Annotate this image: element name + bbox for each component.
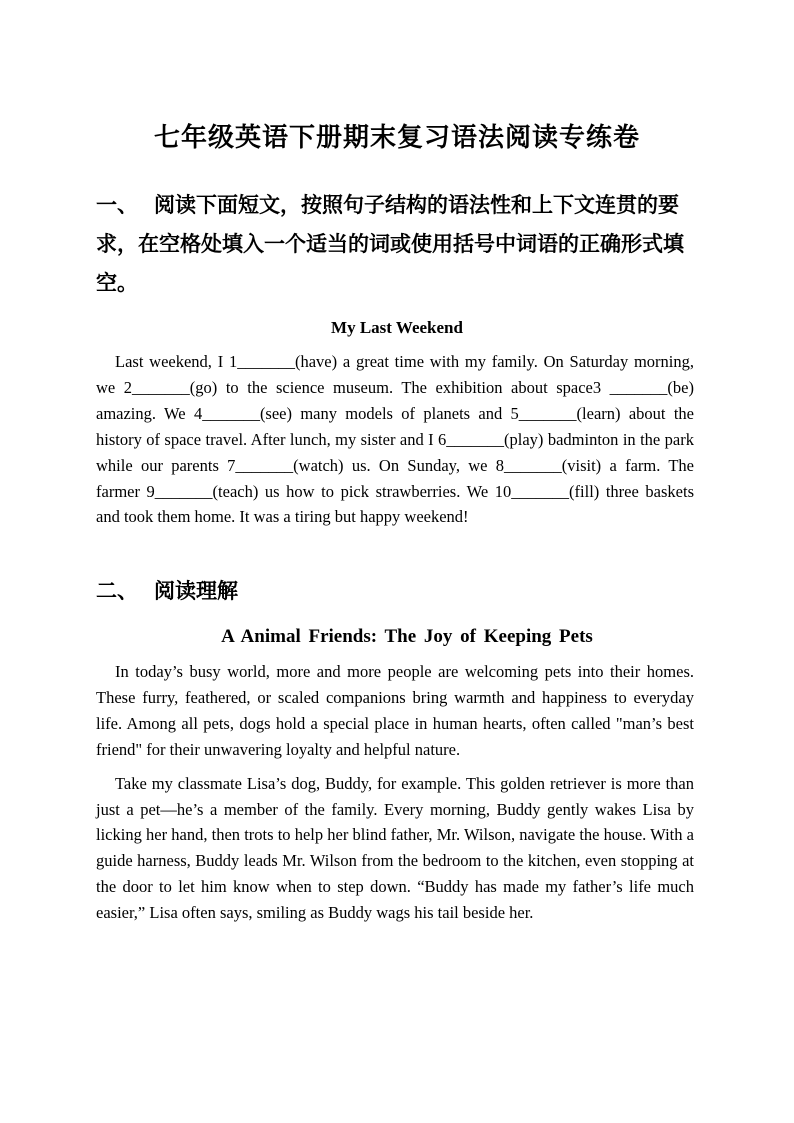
section-1-instruction xyxy=(96,186,708,303)
section-2-heading xyxy=(96,574,708,608)
cloze-passage-text: Last weekend, I 1_______(have) a great time with my family. On Saturday morning, we 2_______(go) to the science museum. The exhibition about space3 _______(be) amazing. We 4_______(see) many models of planets and 5_______(learn) about the history of space travel. After lunch, my sister and I 6_______(play) badminton in the park while our parents 7_______(watch) us. On Sunday, we 8_______(visit) a farm. The farmer 9_______(teach) us how to pick strawberries. We 10_______(fill) three baskets and took them home. It was a tiring but happy weekend! xyxy=(96,352,694,527)
section-1-instruction-text: 阅读下面短文，按照句子结构的语法性和上下文连贯的要求，在空格处填入一个适当的词或使用括号中词语的正确形式填空。 xyxy=(96,193,684,295)
reading-article-body xyxy=(96,659,694,934)
cloze-passage-title: My Last Weekend xyxy=(331,318,463,337)
reading-article-title: A Animal Friends: The Joy of Keeping Pets xyxy=(221,626,593,647)
document-title: 七年级英语下册期末复习语法阅读专练卷 xyxy=(153,123,640,153)
reading-paragraph: Take my classmate Lisa’s dog, Buddy, for example. This golden retriever is more than just a pet—he’s a member of the family. Every morning, Buddy gently wakes Lisa by licking her hand, then trots to help her blind father, Mr. Wilson, navigate the house. With a guide harness, Buddy leads Mr. Wilson from the bedroom to the kitchen, even stopping at the door to let him know when to step down. “Buddy has made my father’s life much easier,” Lisa often says, smiling as Buddy wags his tail beside her. xyxy=(96,773,694,923)
reading-paragraph: In today’s busy world, more and more people are welcoming pets into their homes. These furry, feathered, or scaled companions bring warmth and happiness to everyday life. Among all pets, dogs hold a special place in human hearts, often called "man’s best friend" for their unwavering loyalty and helpful nature. xyxy=(96,662,694,759)
section-2-heading-text: 阅读理解 xyxy=(154,579,238,603)
section-1-number: 一、 xyxy=(96,193,138,217)
section-2-number: 二、 xyxy=(96,579,138,603)
